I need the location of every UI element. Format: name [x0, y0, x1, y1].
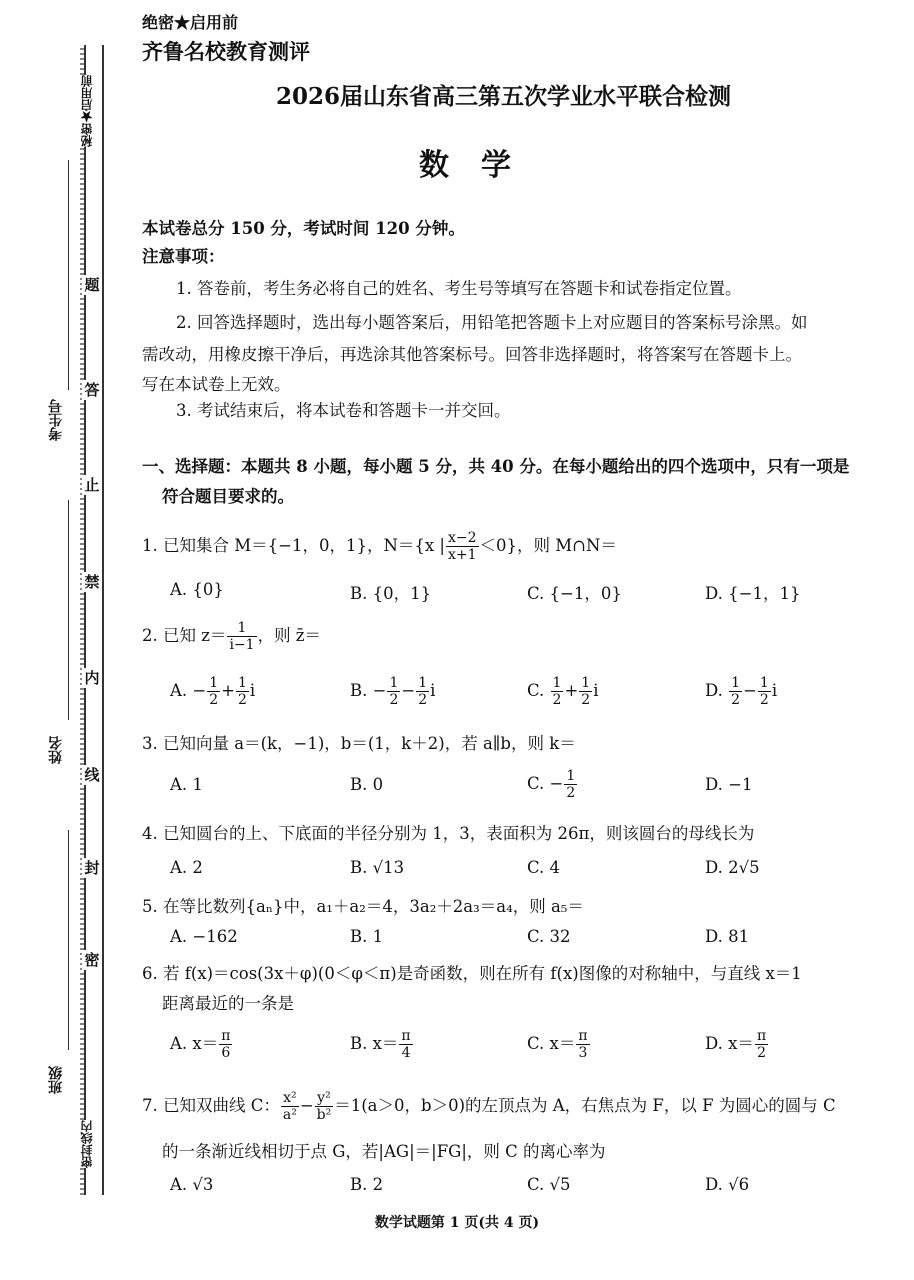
q5-option-b: B. 1 — [350, 927, 384, 946]
q3-c-frac — [564, 768, 577, 801]
binding-border — [84, 45, 104, 1195]
q3-option-b: B. 0 — [350, 775, 384, 794]
q6-c-n: π — [578, 1028, 588, 1044]
q2-frac-denominator: i−1 — [229, 637, 255, 653]
note-1: 1. 答卷前，考生务必将自己的姓名、考生号等填写在答题卡和试卷指定位置。 — [176, 279, 742, 298]
q7-suffix: ＝1(a＞0，b＞0)的左顶点为 A，右焦点为 F，以 F 为圆心的圆与 C — [334, 1096, 836, 1115]
q6-option-d — [705, 1028, 769, 1061]
q2-a-d1: 2 — [209, 692, 219, 708]
q2-d-label: D. — [705, 681, 729, 700]
q2-option-b — [350, 675, 435, 708]
name-line — [68, 500, 69, 720]
q2-a-sign2: + — [221, 681, 235, 700]
q2-b-d2: 2 — [418, 692, 428, 708]
q2-option-c — [527, 675, 598, 708]
q7-option-c: C. √5 — [527, 1175, 571, 1194]
question-4: 4. 已知圆台的上、下底面的半径分别为 1，3，表面积为 26π，则该圆台的母线长为 — [142, 824, 755, 843]
q4-option-d: D. 2√5 — [705, 858, 760, 877]
q6-c-d: 3 — [578, 1045, 588, 1061]
q2-option-a — [170, 675, 255, 708]
subject-title: 数学 — [419, 148, 543, 183]
q5-option-a: A. −162 — [170, 927, 238, 946]
q2-b-n1: 1 — [389, 675, 399, 691]
q2-b-n2: 1 — [418, 675, 428, 691]
name-label: 姓名 — [48, 736, 64, 764]
q7-f1-d: a² — [282, 1107, 297, 1123]
q3-c-label: C. − — [527, 774, 564, 793]
binding-top-word: 秘密★启用前 — [80, 75, 94, 147]
seal-char-5: 内 — [82, 668, 102, 688]
q2-b-i: i — [430, 681, 436, 700]
q2-prefix: 2. 已知 z＝ — [142, 626, 227, 645]
note-2-cont2: 写在本试卷上无效。 — [142, 375, 291, 394]
q1-frac-denominator: x+1 — [448, 547, 477, 563]
q1-option-c: C. {−1，0} — [527, 584, 622, 603]
q6-d-frac — [755, 1028, 768, 1061]
q2-d-n2: 1 — [759, 675, 769, 691]
q2-b-sign2: − — [401, 681, 416, 700]
q7-frac2 — [315, 1090, 334, 1123]
q3-c-n: 1 — [566, 768, 576, 784]
q2-a-n1: 1 — [209, 675, 219, 691]
q7-prefix: 7. 已知双曲线 C： — [142, 1096, 280, 1115]
q5-option-d: D. 81 — [705, 927, 750, 946]
q6-c-label: C. x＝ — [527, 1034, 576, 1053]
q2-c-sign2: + — [564, 681, 579, 700]
question-1 — [142, 530, 617, 563]
q7-f1-n: x² — [281, 1090, 299, 1107]
seal-char-8: 密 — [82, 950, 102, 970]
q6-a-d: 6 — [221, 1045, 231, 1061]
student-id-line — [68, 160, 69, 390]
q7-f2-n: y² — [315, 1090, 334, 1107]
class-line — [68, 830, 69, 1050]
score-info: 本试卷总分 150 分，考试时间 120 分钟。 — [142, 219, 465, 238]
q6-c-frac — [576, 1028, 589, 1061]
note-2: 2. 回答选择题时，选出每小题答案后，用铅笔把答题卡上对应题目的答案标号涂黑。如 — [176, 313, 808, 332]
note-3: 3. 考试结束后，将本试卷和答题卡一并交回。 — [176, 401, 511, 420]
q1-frac-numerator: x−2 — [448, 530, 477, 546]
question-7-cont: 的一条渐近线相切于点 G，若|AG|＝|FG|，则 C 的离心率为 — [162, 1142, 606, 1161]
q3-c-d: 2 — [566, 785, 576, 801]
q2-a-sign1: − — [192, 681, 207, 700]
section-1-heading: 一、选择题：本题共 8 小题，每小题 5 分，共 40 分。在每小题给出的四个选项中，只有一项是 — [142, 457, 850, 476]
q2-d-frac2 — [758, 675, 771, 708]
q2-a-n2: 1 — [237, 675, 247, 691]
seal-char-7: 封 — [82, 858, 102, 878]
q2-d-d2: 2 — [759, 692, 769, 708]
q7-option-d: D. √6 — [705, 1175, 750, 1194]
q2-c-frac2 — [579, 675, 592, 708]
seal-char-1: 题 — [82, 275, 102, 295]
q6-b-label: B. x＝ — [350, 1034, 399, 1053]
organization-name: 齐鲁名校教育测评 — [142, 39, 310, 64]
q6-b-n: π — [401, 1028, 411, 1044]
q7-frac1 — [281, 1090, 299, 1123]
q4-option-c: C. 4 — [527, 858, 561, 877]
q1-option-b: B. {0，1} — [350, 584, 432, 603]
q6-b-frac — [399, 1028, 412, 1061]
q3-option-d: D. −1 — [705, 775, 753, 794]
q2-d-d1: 2 — [731, 692, 741, 708]
q2-d-n1: 1 — [731, 675, 741, 691]
q2-option-d — [705, 675, 777, 708]
q7-minus: − — [299, 1096, 314, 1115]
q6-a-label: A. x＝ — [170, 1034, 219, 1053]
q6-d-label: D. x＝ — [705, 1034, 754, 1053]
q2-b-frac1 — [387, 675, 400, 708]
q6-option-b — [350, 1028, 414, 1061]
q2-a-frac1 — [207, 675, 220, 708]
q6-d-n: π — [756, 1028, 767, 1044]
q2-b-label: B. — [350, 681, 373, 700]
q6-a-n: π — [221, 1028, 231, 1044]
question-6: 6. 若 f(x)＝cos(3x＋φ)(0＜φ＜π)是奇函数，则在所有 f(x)图像的对称轴中，与直线 x＝1 — [142, 964, 802, 983]
q2-c-frac1 — [551, 675, 564, 708]
page-footer: 数学试题第 1 页(共 4 页) — [374, 1215, 540, 1231]
q2-c-d2: 2 — [581, 692, 591, 708]
q6-option-c — [527, 1028, 591, 1061]
seal-char-3: 止 — [82, 475, 102, 495]
q2-c-n2: 1 — [581, 675, 591, 691]
student-id-label: 考生号 — [48, 399, 64, 441]
q2-d-frac1 — [729, 675, 742, 708]
seal-char-6: 线 — [82, 765, 102, 785]
q2-frac-numerator: 1 — [227, 620, 256, 637]
q2-b-d1: 2 — [389, 692, 399, 708]
q1-suffix: ＜0}，则 M∩N＝ — [479, 536, 617, 555]
q7-f2-d: b² — [316, 1107, 332, 1123]
exam-title: 2026届山东省高三第五次学业水平联合检测 — [276, 83, 732, 110]
question-7 — [142, 1090, 836, 1123]
q1-option-d: D. {−1，1} — [705, 584, 801, 603]
question-5: 5. 在等比数列{aₙ}中，a₁＋a₂＝4，3a₂＋2a₃＝a₄，则 a₅＝ — [142, 897, 584, 916]
question-2 — [142, 620, 321, 653]
section-1-heading-cont: 符合题目要求的。 — [162, 487, 294, 506]
question-6-cont: 距离最近的一条是 — [162, 994, 294, 1013]
q6-a-frac — [219, 1028, 232, 1061]
q2-c-label: C. — [527, 681, 550, 700]
q2-a-frac2 — [236, 675, 249, 708]
q4-option-b: B. √13 — [350, 858, 405, 877]
confidential-mark: 绝密★启用前 — [142, 13, 239, 32]
q6-b-d: 4 — [401, 1045, 411, 1061]
q2-fraction — [227, 620, 256, 653]
q5-option-c: C. 32 — [527, 927, 571, 946]
q6-d-d: 2 — [757, 1045, 766, 1061]
class-label: 班级 — [48, 1066, 64, 1094]
q2-b-frac2 — [416, 675, 429, 708]
q2-c-n1: 1 — [552, 675, 562, 691]
q7-option-b: B. 2 — [350, 1175, 384, 1194]
q4-option-a: A. 2 — [170, 858, 203, 877]
seal-char-2: 答 — [82, 380, 102, 400]
q2-b-sign1: − — [372, 681, 387, 700]
q2-c-d1: 2 — [552, 692, 562, 708]
q1-prefix: 1. 已知集合 M＝{−1，0，1}，N＝{x | — [142, 536, 445, 555]
q1-fraction — [446, 530, 479, 563]
q2-a-d2: 2 — [237, 692, 247, 708]
binding-bottom-word: 密封线内 — [80, 1120, 94, 1168]
q7-option-a: A. √3 — [170, 1175, 214, 1194]
q2-c-i: i — [593, 681, 599, 700]
question-3: 3. 已知向量 a＝(k，−1)，b＝(1，k＋2)，若 a∥b，则 k＝ — [142, 734, 576, 753]
q1-option-a: A. {0} — [170, 580, 224, 599]
q2-d-i: i — [771, 681, 778, 700]
note-2-cont: 需改动，用橡皮擦干净后，再选涂其他答案标号。回答非选择题时，将答案写在答题卡上。 — [142, 345, 802, 364]
q2-d-sign2: − — [743, 681, 757, 700]
q2-suffix: ，则 z̄＝ — [257, 626, 322, 645]
q3-option-c — [527, 768, 578, 801]
notice-title: 注意事项： — [142, 247, 225, 266]
q6-option-a — [170, 1028, 233, 1061]
seal-char-4: 禁 — [82, 572, 102, 592]
q2-a-i: i — [249, 681, 256, 700]
q2-a-label: A. — [170, 681, 193, 700]
q3-option-a: A. 1 — [170, 775, 203, 794]
